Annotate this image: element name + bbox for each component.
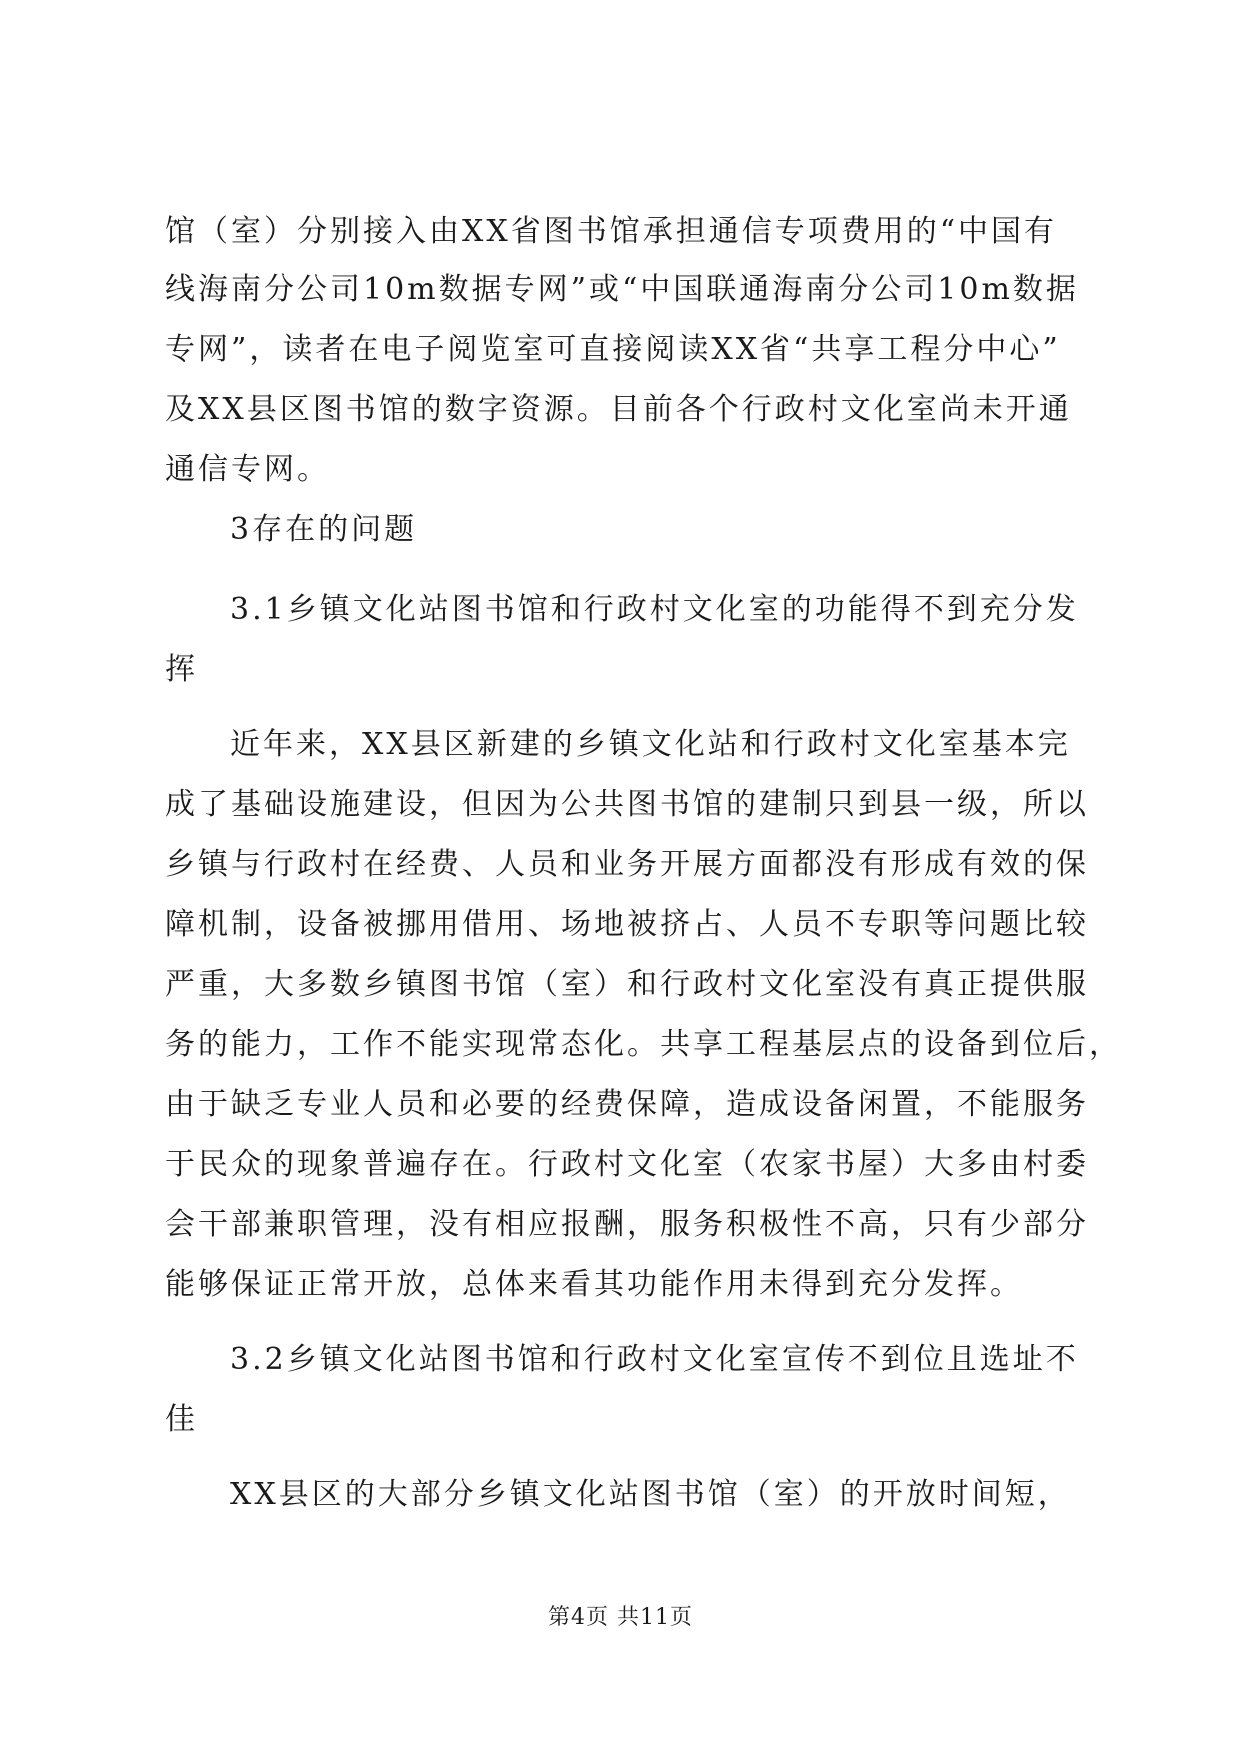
text-line: 乡镇与行政村在经费、人员和业务开展方面都没有形成有效的保 — [165, 847, 1089, 882]
text-line: XX县区的大部分乡镇文化站图书馆（室）的开放时间短， — [230, 1477, 1071, 1512]
section-heading: 3存在的问题 — [230, 512, 418, 547]
text-line: 会干部兼职管理，没有相应报酬，服务积极性不高，只有少部分 — [165, 1207, 1089, 1242]
text-line: 专网”，读者在电子阅览室可直接阅读XX省“共享工程分中心” — [165, 332, 1061, 367]
subsection-heading: 3.1乡镇文化站图书馆和行政村文化室的功能得不到充分发 — [230, 592, 1079, 627]
text-line: 馆（室）分别接入由XX省图书馆承担通信专项费用的“中国有 — [165, 214, 1058, 249]
text-line: 由于缺乏专业人员和必要的经费保障，造成设备闲置，不能服务 — [165, 1087, 1089, 1122]
text-line: 能够保证正常开放，总体来看其功能作用未得到充分发挥。 — [165, 1267, 1023, 1302]
subsection-heading-continued: 挥 — [165, 652, 198, 687]
subsection-heading: 3.2乡镇文化站图书馆和行政村文化室宣传不到位且选址不 — [230, 1342, 1079, 1377]
text-line: 近年来，XX县区新建的乡镇文化站和行政村文化室基本完 — [230, 727, 1071, 762]
text-line: 障机制，设备被挪用借用、场地被挤占、人员不专职等问题比较 — [165, 907, 1089, 942]
text-line: 线海南分公司10m数据专网”或“中国联通海南分公司10m数据 — [165, 272, 1079, 307]
subsection-heading-continued: 佳 — [165, 1402, 198, 1437]
text-line: 成了基础设施建设，但因为公共图书馆的建制只到县一级，所以 — [165, 787, 1089, 822]
text-line: 及XX县区图书馆的数字资源。目前各个行政村文化室尚未开通 — [165, 392, 1072, 427]
text-line: 于民众的现象普遍存在。行政村文化室（农家书屋）大多由村委 — [165, 1147, 1089, 1182]
text-line: 严重，大多数乡镇图书馆（室）和行政村文化室没有真正提供服 — [165, 967, 1089, 1002]
page-number-footer: 第4页 共11页 — [548, 1605, 693, 1630]
text-line: 务的能力，工作不能实现常态化。共享工程基层点的设备到位后， — [165, 1027, 1122, 1062]
text-line: 通信专网。 — [165, 452, 330, 487]
